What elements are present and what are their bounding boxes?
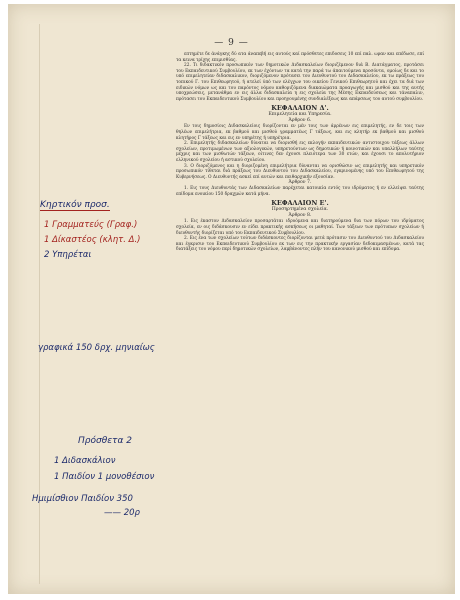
chapter-d-heading: ΚΕΦΑΛΑΙΟΝ Δ'. bbox=[271, 104, 329, 113]
article-8-paragraph: 1. Εις έκαστον Διδασκαλείον προσαρτάται ιδρυόμενα και διατηρούμενα δια των πόρων του ιδρύματος σχολεία, εν οις διδάσκουσιν εν είδει πρακτικής ασκήσεως οι μαθηταί. Των τάξεων των πρότυπων σχολείων ή διευθυντής διορίζεται υπό του Εκπαιδευτικού Συμβουλίου. bbox=[176, 219, 424, 236]
intro-paragraph-1: επτημέτε δε άνάγκης δύ ατα άναπεβή εις αυτούς καί πρόσθετες επιδοσεις 10 επί παλ. ωραν και επέδωσε, επί τα κεινα τρίχης επιμισθίας. bbox=[176, 52, 424, 63]
article-8-paragraph: 2. Εις ένα των σχολείων τούτων διδάσκοντες διορίζονται μετά πρότασιν του Διευθυντού του Διδασκαλείου και έγκρισιν του Εκπαιδευτικού Συμβουλίου εκ των εις την πρακτικήν εργασίαν δεδοκιμασμένων, κατά τας διατάξεις του νόμου περί δημοτικών σχολείων, λαμβάνοντες πλήν του κανονικού μισθού και επίδομα. bbox=[176, 236, 424, 253]
handwritten-note-item: 1 Διδασκάλιον bbox=[54, 456, 116, 466]
article-6-paragraph: 2. Επιμελητής διδασκαλείων δύναται να διορισθή εις εκλογήν εκπαιδευτικών αντιστοιχου τάξεως άλλων σχολείων, προτιμωμένων των αξιολογικών, υπηρετούντων ως δημοτικών ή κοινοτικών και υπαλλήλων ταύτης μέχρις και των μισθωτών τάξεων, οίτινες δεν έχουσι πλειότερα των 30 ετών, και έχουσι το απολυτήριον ελληνικού σχολείου ή αστικού σχολείου. bbox=[176, 141, 424, 163]
chapter-e-subheading: Προσηρτημένα σχολεία. bbox=[271, 207, 329, 213]
intro-paragraph-2: 22. Τι διδακτικόν προσωπικόν των δημοτικών Διδασκαλείων διοριζέμενον διά Β. Διατάγματος, προτάσει του Εκπαιδευτικού Συμβουλίου, εκ των έχόντων τα κατά την παρά τω άπαιτούμενα προσόντα, ομοίως δε και το υπό επιμελητείαν διδασκαλικον, διοριζόμενον πρότασει του Διευθυντού του Διδασκαλείου, εκ τω πράξεως του τοπικού Γ. του Επιθεωρητού, ή ατελεί ύπό των ελέγχων του οικείου Γενικού Επιθεωρητού και έχει τα διά των ειδικών νόμων ως και του παρόντος νόμου καθοριζόμενα διακαιώματα προαγωγής και μισθού και της αυτής υποχρεώσεις, μετανάθμα εν εις άλλα διδασκαλεία η εις σχολεία της Μέσης Εκπαιδεύσεως και τάναπαλιν, πρότασει του Εκπαιδευτικού Συμβουλίου και προηγουμένης συνδιαλέξεως και απάρσεως του αυτού συμβουλίου. bbox=[176, 63, 424, 102]
handwritten-note-title: Κηρτικόν προσ. bbox=[40, 200, 110, 210]
page-number: — 9 — bbox=[214, 38, 249, 48]
document-sheet bbox=[8, 4, 455, 594]
article-6-paragraph: Εν τοις δημοσίοις Διδασκαλείοις διορίζονται εν μέν τοις των άρρένων εις επιμελητής, εν δε τοις των θηλέων επιμελήτρια, εκ βαθμού και μισθού γραμματέως Γ τάξεως, και εις κλητήρ εκ βαθμού και μισθού κλητήρος Γ τάξεως και εις εν υπηρέτης ή υπηρέτρια. bbox=[176, 124, 424, 141]
handwritten-note-item: 1 Δίκαστέος (κλητ. Δ.) bbox=[44, 235, 141, 245]
handwritten-note-expense: γραφικά 150 δρχ. μηνιαίως bbox=[38, 343, 155, 353]
handwritten-note-item: 1 Γραμματεύς (Γραφ.) bbox=[44, 220, 138, 230]
article-6-title: Άρθρον 6. bbox=[288, 118, 312, 124]
article-7-title: Άρθρον 7. bbox=[288, 180, 312, 186]
article-8-title: Άρθρον 8. bbox=[288, 213, 312, 219]
chapter-e-heading: ΚΕΦΑΛΑΙΟΝ Ε'. bbox=[271, 199, 329, 208]
handwritten-note-item: 2 Υπηρέται bbox=[44, 250, 92, 260]
article-7-paragraph: 1. Εις τους Διευθυντάς των Διδασκαλείων παρέχεται κατοικία εντός του ιδρύματος ή εν ελλείψει ταύτης επίδομα ενοικίου 150 δραχμών κατά μήνα. bbox=[176, 186, 424, 197]
chapter-d-subheading: Επιμελητεία και Υπηρεσία. bbox=[268, 112, 332, 118]
typed-body bbox=[176, 52, 424, 253]
handwritten-note-total: —— 20ρ bbox=[104, 508, 140, 518]
handwritten-note-item: 1 Παιδίον 1 μονοθέσιον bbox=[54, 472, 155, 482]
article-6-paragraph: 3. Ο διοριζόμενος και η διοριζομένη επιμελήτρια δύνανται να ορισθώσιν ως επιμελητής και υπηρετικόν προσωπικόν τίθεται διά πράξεως του Διευθυντού του Διδασκαλείου, εγκρινομένης υπό του Επιθεωρητού της Κυβερνήσεως. Ο Διευθυντής ασκεί επί αυτών και πειθαρχικήν εξουσίαν. bbox=[176, 163, 424, 180]
handwritten-note-total: Ημιμίσθιον Παιδίον 350 bbox=[32, 494, 133, 504]
handwritten-note-title: Πρόσθετα 2 bbox=[78, 436, 132, 446]
